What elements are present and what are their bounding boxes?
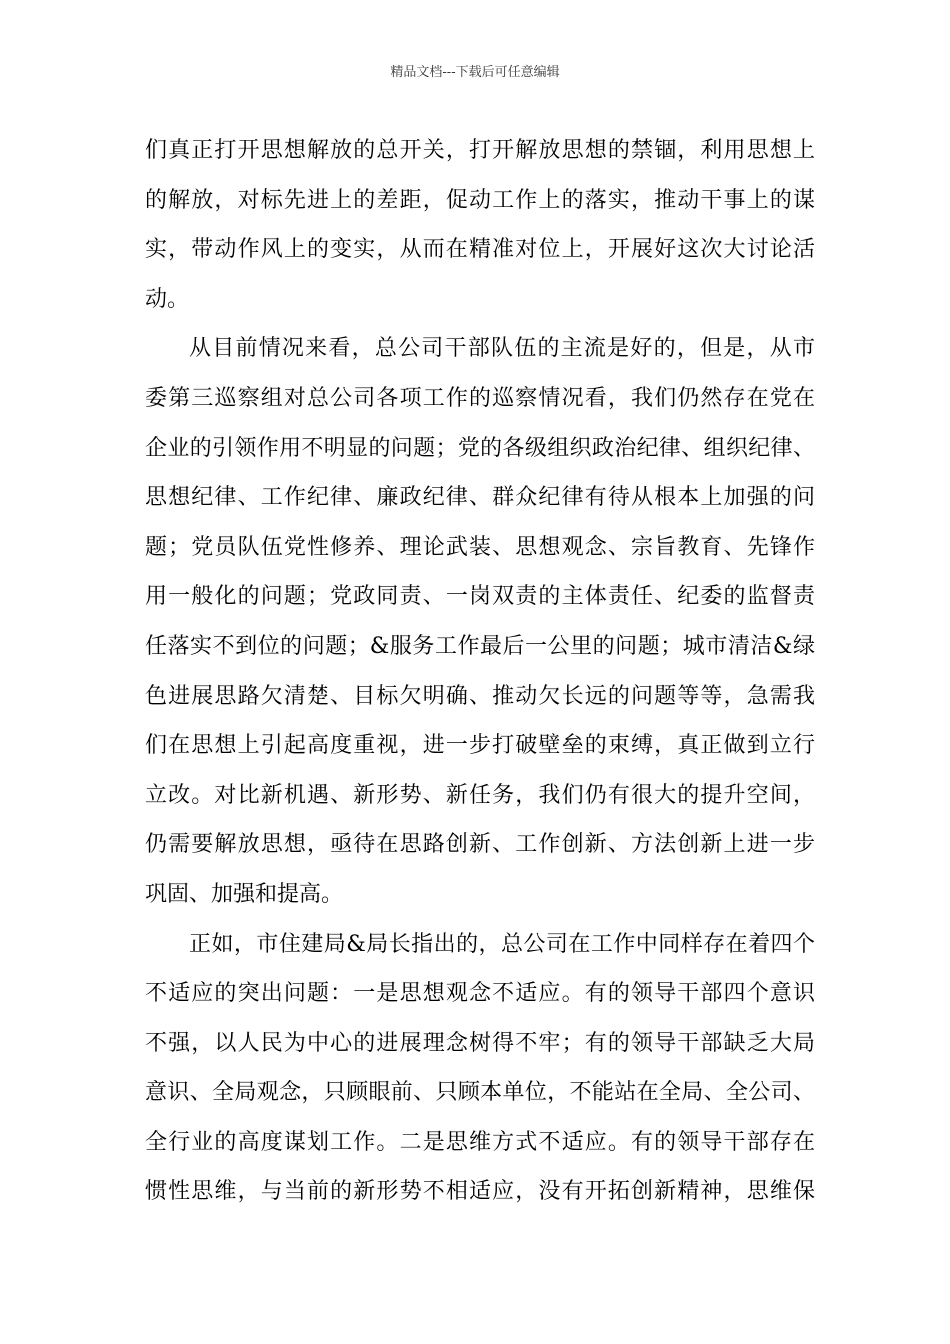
document-body — [145, 126, 815, 1217]
text-line: 全行业的高度谋划工作。二是思维方式不适应。有的领导干部存在 — [145, 1129, 815, 1155]
text-line: 思想纪律、工作纪律、廉政纪律、群众纪律有待从根本上加强的问 — [145, 485, 815, 511]
text-line: 委第三巡察组对总公司各项工作的巡察情况看，我们仍然存在党在 — [145, 385, 815, 411]
text-line: 任落实不到位的问题；&服务工作最后一公里的问题；城市清洁&绿 — [145, 633, 815, 659]
text-line: 企业的引领作用不明显的问题；党的各级组织政治纪律、组织纪律、 — [145, 435, 815, 461]
text-line: 惯性思维，与当前的新形势不相适应，没有开拓创新精神，思维保 — [145, 1179, 815, 1205]
text-line: 从目前情况来看，总公司干部队伍的主流是好的，但是，从市 — [189, 336, 815, 362]
text-line: 仍需要解放思想，亟待在思路创新、工作创新、方法创新上进一步 — [145, 832, 815, 858]
text-line: 立改。对比新机遇、新形势、新任务，我们仍有很大的提升空间， — [145, 782, 815, 808]
text-line: 不强，以人民为中心的进展理念树得不牢；有的领导干部缺乏大局 — [145, 1030, 815, 1056]
text-line: 的解放，对标先进上的差距，促动工作上的落实，推动干事上的谋 — [145, 187, 815, 213]
text-line: 动。 — [145, 286, 190, 312]
text-line: 不适应的突出问题：一是思想观念不适应。有的领导干部四个意识 — [145, 981, 815, 1007]
text-line: 题；党员队伍党性修养、理论武装、思想观念、宗旨教育、先锋作 — [145, 534, 815, 560]
text-line: 们真正打开思想解放的总开关，打开解放思想的禁锢，利用思想上 — [145, 138, 815, 163]
text-line: 用一般化的问题；党政同责、一岗双责的主体责任、纪委的监督责 — [145, 584, 815, 610]
text-line: 巩固、加强和提高。 — [145, 881, 344, 907]
text-line: 们在思想上引起高度重视，进一步打破壁垒的束缚，真正做到立行 — [145, 733, 815, 759]
text-line: 意识、全局观念，只顾眼前、只顾本单位，不能站在全局、全公司、 — [145, 1080, 815, 1106]
text-line: 实，带动作风上的变实，从而在精准对位上，开展好这次大讨论活 — [145, 237, 815, 263]
text-line: 色进展思路欠清楚、目标欠明确、推动欠长远的问题等等，急需我 — [145, 683, 815, 709]
text-line: 正如，市住建局&局长指出的，总公司在工作中同样存在着四个 — [189, 931, 815, 957]
page-header: 精品文档---下载后可任意编辑 — [390, 65, 560, 80]
